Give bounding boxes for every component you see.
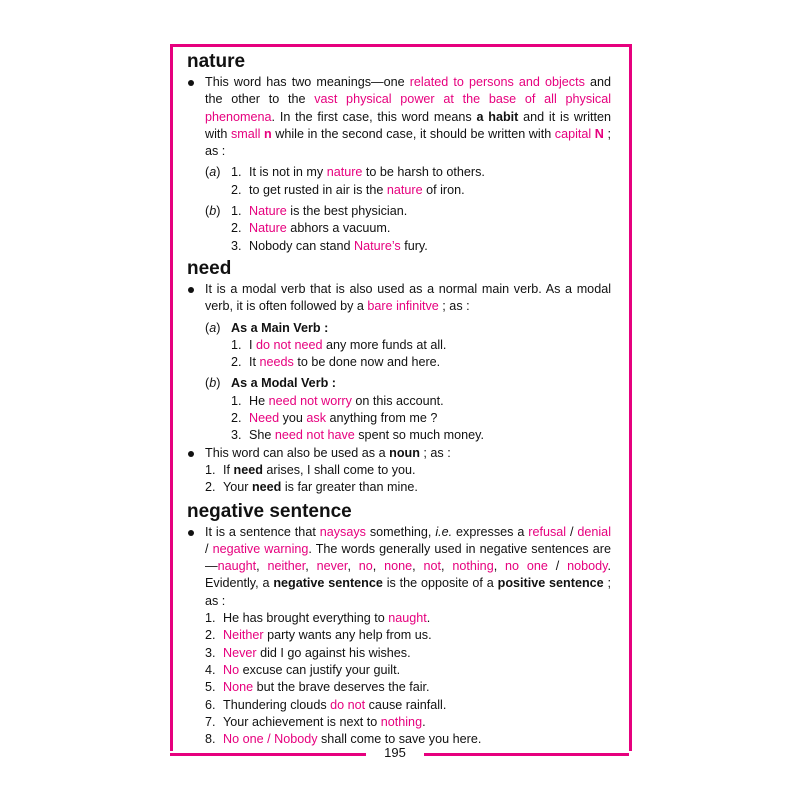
example-row: 3. Nobody can stand Nature’s fury. — [231, 238, 428, 253]
example-row: 1. I do not need any more funds at all. — [231, 337, 447, 352]
example-row: 2. Need you ask anything from me ? — [231, 411, 438, 426]
entry-heading-negative-sentence: negative sentence — [187, 500, 352, 522]
bottom-rule-left — [170, 753, 366, 756]
example-row: 2. Your need is far greater than mine. — [205, 480, 418, 495]
nature-examples-a — [187, 164, 611, 199]
need-noun-usage: This word can also be used as a noun ; as : — [187, 445, 611, 462]
page-content — [187, 50, 611, 748]
negative-sentence-definition: It is a sentence that naysays something, i.e. expresses a refusal / denial / negative warning. The words generally used in negative sentences are—naught, neither, never, no, none, not, nothing, no one / nobody. Evidently, a negative sentence is the opposite of a positive sentence ; as : — [187, 524, 611, 610]
need-noun-examples — [187, 462, 611, 497]
example-row: (a) 1. It is not in my nature to be harsh to others. — [205, 165, 485, 180]
entry-heading-need: need — [187, 257, 232, 279]
subsection-title: (b) As a Modal Verb : — [205, 376, 336, 391]
example-row: 8. No one / Nobody shall come to save you here. — [205, 732, 482, 747]
example-row: 6. Thundering clouds do not cause rainfall. — [205, 697, 447, 712]
need-modal-verb-examples — [187, 375, 611, 444]
subsection-title: (a) As a Main Verb : — [205, 320, 329, 335]
example-row: 5. None but the brave deserves the fair. — [205, 680, 430, 695]
example-row: 2. It needs to be done now and here. — [231, 355, 441, 370]
bottom-rule-right — [424, 753, 629, 756]
entry-heading-nature: nature — [187, 51, 246, 72]
need-main-verb-examples — [187, 320, 611, 372]
example-row: 3. Never did I go against his wishes. — [205, 645, 411, 660]
example-row: 2. Nature abhors a vacuum. — [231, 221, 391, 236]
page-number: 195 — [384, 745, 406, 760]
negative-sentence-examples — [187, 610, 611, 748]
example-row: 3. She need not have spent so much money. — [231, 428, 485, 443]
example-row: 7. Your achievement is next to nothing. — [205, 714, 426, 729]
example-row: 4. No excuse can justify your guilt. — [205, 662, 401, 677]
example-row: 2. Neither party wants any help from us. — [205, 628, 432, 643]
example-row: 1. He has brought everything to naught. — [205, 611, 431, 626]
example-row: 1. If need arises, I shall come to you. — [205, 462, 416, 477]
nature-examples-b — [187, 203, 611, 255]
nature-definition: This word has two meanings—one related to persons and objects and the other to the vast physical power at the base of all physical phenomena. In the first case, this word means a habit and it is written with small n while in the second case, it should be written with capital N ; as : — [187, 74, 611, 160]
example-row: 1. He need not worry on this account. — [231, 393, 444, 408]
example-row: 2. to get rusted in air is the nature of iron. — [231, 182, 465, 197]
need-definition: It is a modal verb that is also used as a normal main verb. As a modal verb, it is often followed by a bare infinitve ; as : — [187, 281, 611, 316]
example-row: (b) 1. Nature is the best physician. — [205, 204, 408, 219]
